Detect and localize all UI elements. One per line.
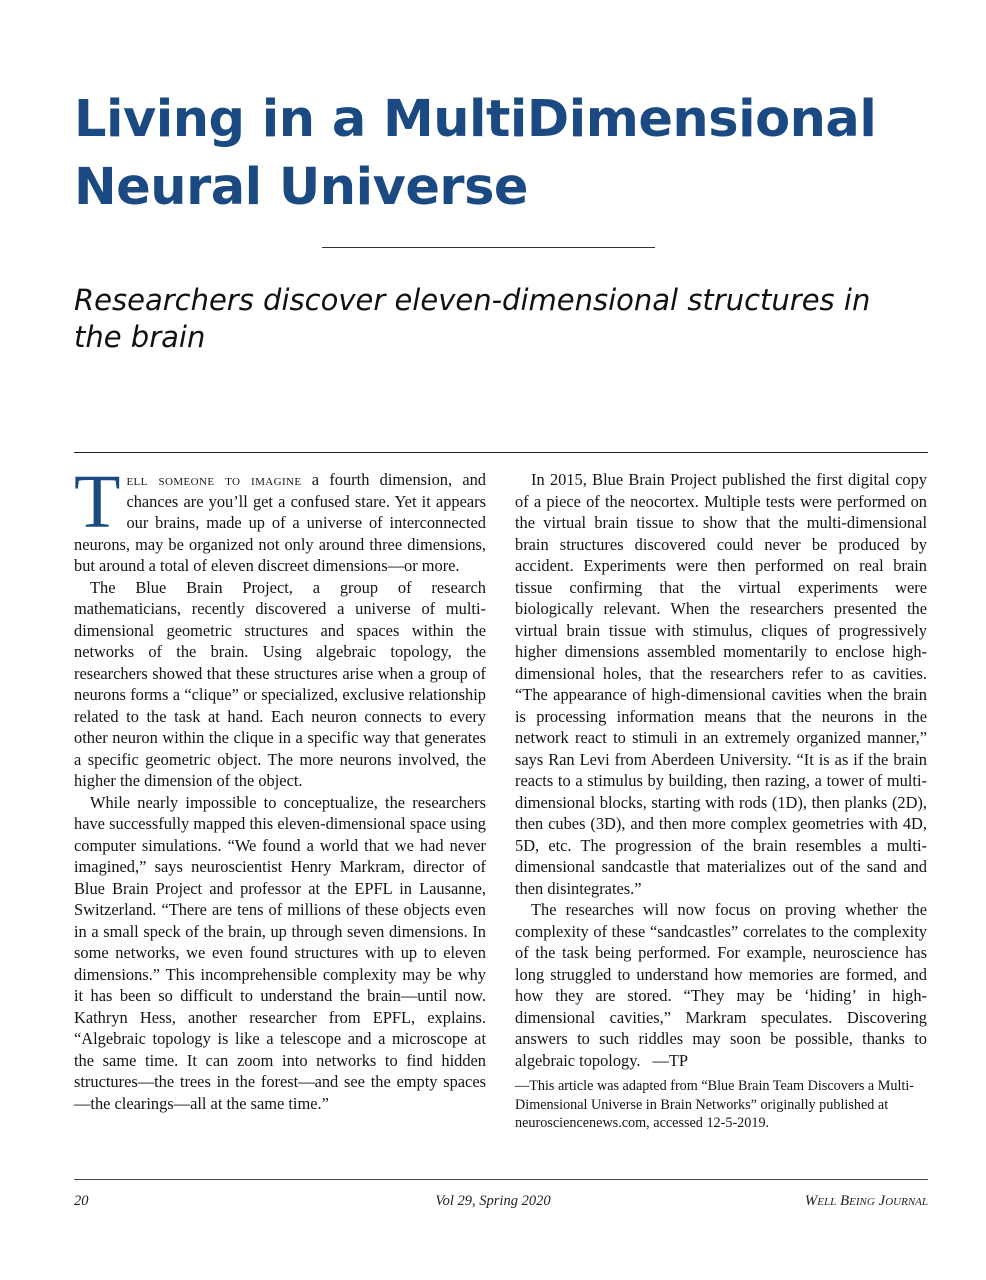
footer-journal-name: Well Being Journal [804, 1193, 928, 1209]
lead-in-smallcaps: ell someone to imagine [126, 470, 302, 489]
footer-issue: Vol 29, Spring 2020 [435, 1193, 551, 1209]
author-signoff: —TP [652, 1050, 688, 1070]
paragraph-3: While nearly impossible to conceptualize, the researchers have successfully mapped this eleven-dimensional space using computer simulations. “We found a world that we had never imagined,” says neuroscientist Henry Markram, director of Blue Brain Project and professor at the EPFL in Lausanne, Switzerland. “There are tens of millions of these objects even in a small speck of the brain, up through seven dimensions. In some networks, we even found structures with up to eleven dimensions.” This incomprehensible complexity may be why it has been so difficult to understand the brain—until now. Kathryn Hess, another researcher from EPFL, explains. “Algebraic topology is like a telescope and a microscope at the same time. It can zoom into networks to find hidden structures—the trees in the forest—and see the empty spaces—the clearings—all at the same time.” [74, 792, 486, 1113]
paragraph-1-text: a fourth dimension, and chances are you’ll get a confused stare. Yet it appears our brains, made up of a universe of interconnected neurons, may be organized not only around three dimensions, but around a total of eleven discreet dimensions—or more. [74, 470, 486, 575]
title-line-1: Living in a MultiDimensional [74, 90, 877, 149]
right-column [515, 469, 927, 1133]
footer-page-number: 20 [74, 1193, 89, 1209]
paragraph-1 [74, 460, 486, 577]
title-line-2: Neural Universe [74, 158, 529, 217]
paragraph-5 [515, 899, 927, 1071]
paragraph-4: In 2015, Blue Brain Project published the first digital copy of a piece of the neocortex. Multiple tests were performed on the virtual brain tissue to show that the multi-dimensional brain structures discovered could never be produced by accident. Experiments were then performed on real brain tissue confirming that the virtual experiments were biologically relevant. When the researchers presented the virtual brain tissue with stimulus, cliques of progressively higher dimensions assembled momentarily to enclose high-dimensional holes, that the researchers refer to as cavities. “The appearance of high-dimensional cavities when the brain is processing information means that the neurons in the network react to stimuli in an extremely organized manner,” says Ran Levi from Aberdeen University. “It is as if the brain reacts to a stimulus by building, then razing, a tower of multi-dimensional blocks, starting with rods (1D), then planks (2D), then cubes (3D), and then more complex geometries with 4D, 5D, etc. The progression of the brain resembles a multi-dimensional sandcastle that materializes out of the sand and then disintegrates.” [515, 470, 927, 898]
source-note: —This article was adapted from “Blue Brain Team Discovers a Multi-Dimensional Universe in Brain Networks” originally published at neurosciencenews.com, accessed 12-5-2019. [515, 1078, 915, 1131]
title-divider [322, 247, 655, 248]
body-top-rule [74, 452, 928, 453]
footer-rule [74, 1179, 928, 1180]
paragraph-2: The Blue Brain Project, a group of research mathematicians, recently discovered a universe of multi-dimensional geometric structures and spaces within the networks of the brain. Using algebraic topology, the researchers showed that these structures arise when a group of neurons forms a “clique” or specialized, exclusive relationship related to the task at hand. Each neuron connects to every other neuron within the clique in a specific way that generates a specific geometric object. The more neurons involved, the higher the dimension of the object. [74, 577, 486, 790]
drop-cap: T [74, 460, 121, 544]
left-column [74, 460, 486, 1114]
article-subtitle: Researchers discover eleven-dimensional structures in the brain [74, 283, 871, 354]
page-title [74, 86, 934, 222]
paragraph-5-text: The researches will now focus on proving whether the complexity of these “sandcastles” correlates to the complexity of the task being performed. For example, neuroscience has long struggled to understand how memories are formed, and how they are stored. “They may be ‘hiding’ in high-dimensional cavities,” Markram speculates. Discovering answers to such riddles may soon be possible, thanks to algebraic topology. [515, 900, 927, 1070]
